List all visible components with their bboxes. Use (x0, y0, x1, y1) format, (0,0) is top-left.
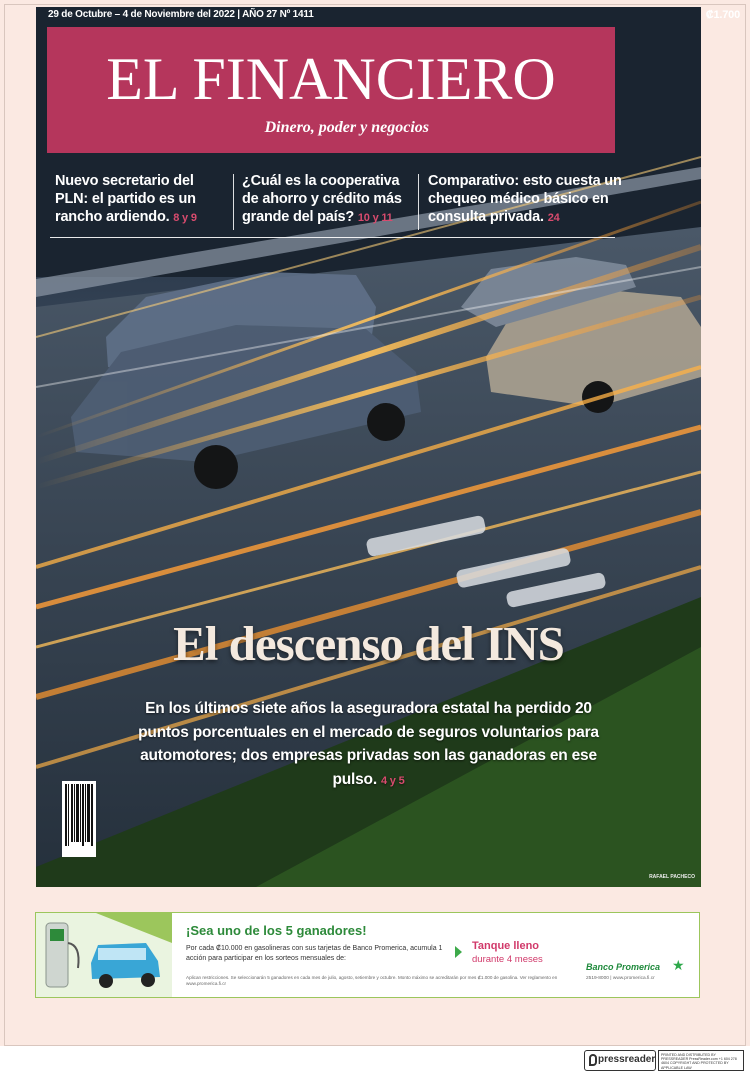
issue-date-line: 29 de Octubre – 4 de Noviembre del 2022 | AÑO 27 Nº 1411 (48, 9, 314, 20)
ad-offer: Tanque lleno (472, 940, 540, 952)
teaser-text: Nuevo secretario del PLN: el partido es un rancho ardiendo. (55, 173, 196, 225)
ad-fine-print: Aplican restricciones. Se seleccionarán 5 ganadores en cada mes de julio, agosto, setiembre y octubre. Monto máximo se acreditarán por mes ₡1.000 de gasolina. Ver reglamento en www.promerica.fi.cr (186, 975, 558, 987)
ad-offer-subtitle: durante 4 meses (472, 954, 543, 965)
teaser-divider (418, 174, 419, 230)
masthead (47, 27, 615, 153)
teaser-page-ref: 8 y 9 (173, 212, 197, 224)
teaser-page-ref: 24 (547, 212, 560, 224)
ad-title: ¡Sea uno de los 5 ganadores! (186, 923, 367, 938)
teaser-text: ¿Cuál es la cooperativa de ahorro y crédito más grande del país? (242, 173, 402, 225)
pressreader-icon (589, 1054, 597, 1066)
star-icon: ★ (672, 957, 685, 973)
teaser-rule (50, 237, 615, 238)
masthead-tagline: Dinero, poder y negocios (264, 119, 429, 136)
teaser-divider (233, 174, 234, 230)
lead-deck (131, 697, 606, 793)
photo-credit: RAFAEL PACHECO (649, 874, 695, 880)
masthead-logo: EL FINANCIERO (106, 46, 556, 112)
ad-contact: 2519-8000 | www.promerica.fi.cr (586, 976, 655, 981)
pressreader-notice: PRINTED AND DISTRIBUTED BY PRESSREADER PressReader.com +1 604 278 4604 COPYRIGHT AND PROTECTED BY APPLICABLE LAW (658, 1050, 744, 1071)
ad-body: Por cada ₡10.000 en gasolineras con sus tarjetas de Banco Promerica, acumula 1 acción para participar en los sorteos mensuales de: (186, 945, 443, 962)
lead-page-ref: 4 y 5 (381, 774, 405, 787)
ad-brand-logo: Banco Promerica (586, 962, 661, 972)
pressreader-label: pressreader (598, 1054, 656, 1065)
lead-headline[interactable]: El descenso del INS (173, 616, 564, 671)
teaser-text: Comparativo: esto cuesta un chequeo médico básico en consulta privada. (428, 173, 622, 225)
cover-price: ₡1.700 (705, 9, 740, 21)
teaser-page-ref: 10 y 11 (357, 212, 393, 224)
barcode (62, 781, 96, 857)
lead-deck-text: En los últimos siete años la aseguradora estatal ha perdido 20 puntos porcentuales en el mercado de seguros voluntarios para automotores; dos empresas privadas son las ganadoras en ese pulso. (138, 700, 599, 788)
promerica-ad-banner[interactable] (35, 912, 700, 998)
teaser-3[interactable] (428, 172, 653, 227)
gas-pump-car-illustration (36, 913, 172, 997)
teaser-1[interactable] (55, 172, 205, 227)
play-arrow-icon (455, 946, 462, 958)
teaser-2[interactable] (242, 172, 412, 227)
barcode-icon (62, 781, 96, 857)
